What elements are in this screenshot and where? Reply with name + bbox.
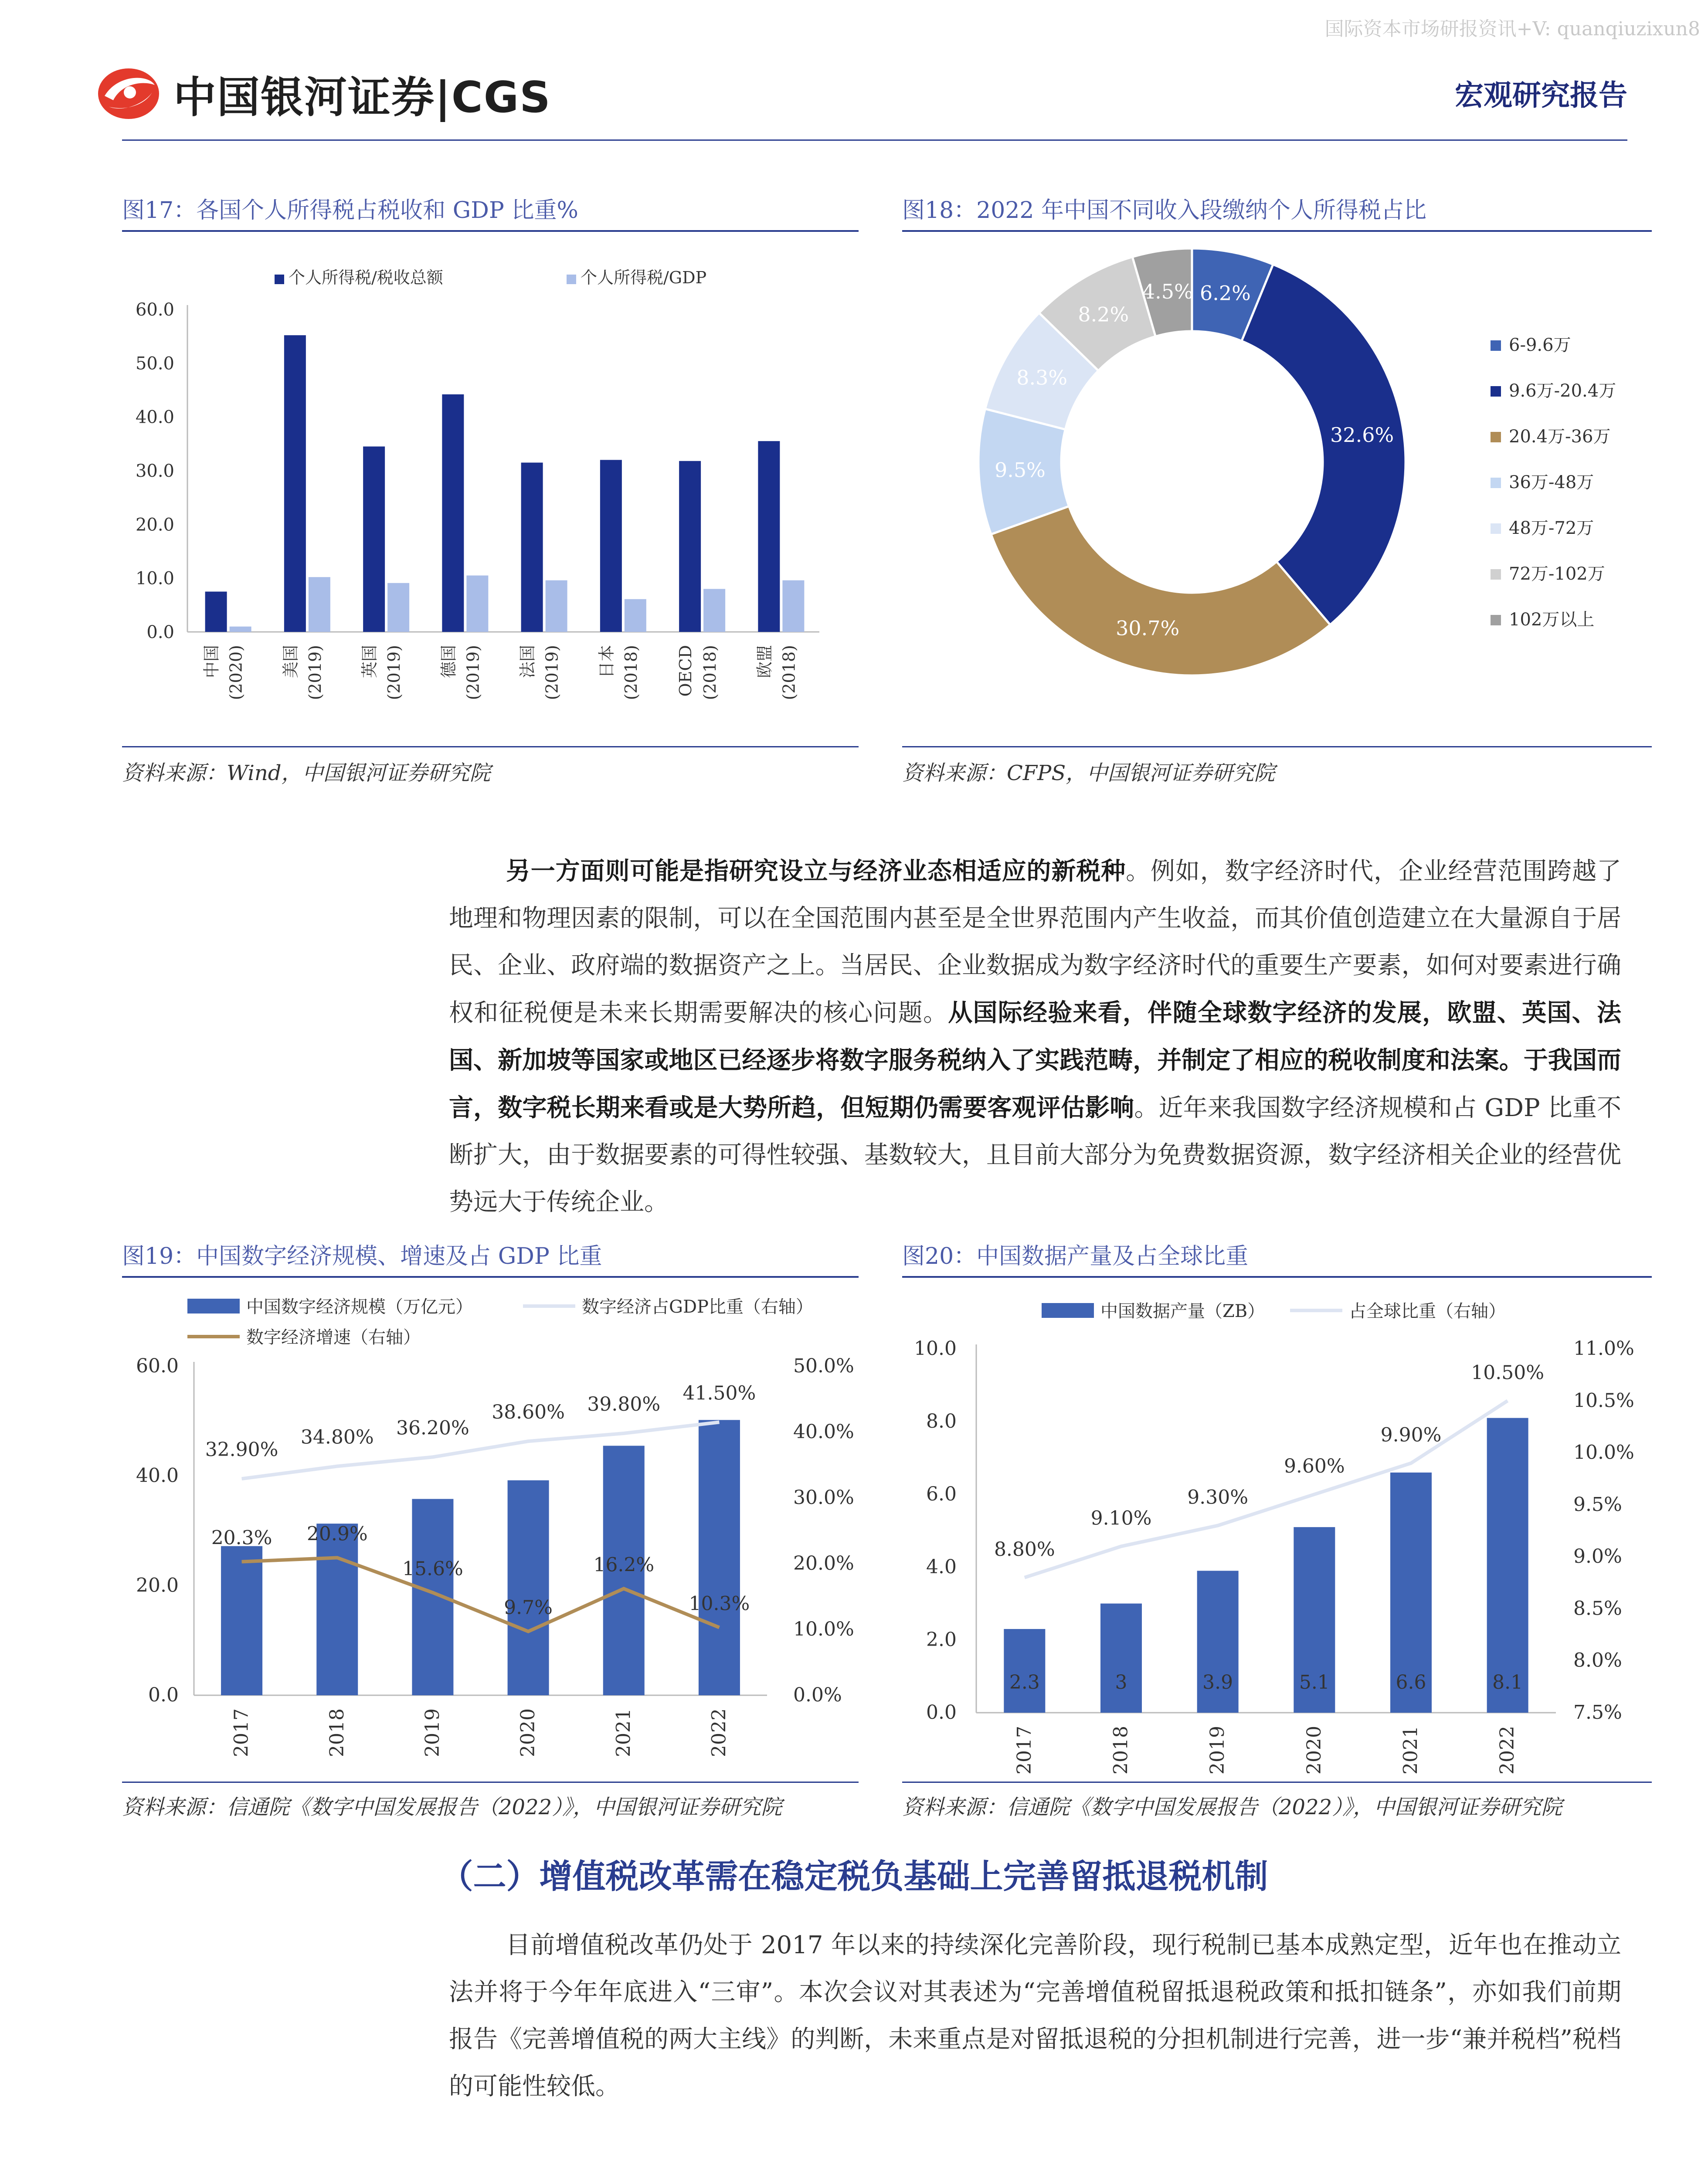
- legend-label: 48万-72万: [1509, 518, 1594, 538]
- growth-data-label: 20.3%: [211, 1527, 272, 1549]
- legend-swatch: [1042, 1303, 1094, 1318]
- fig17-bottom-rule: [122, 746, 859, 747]
- legend-label: 数字经济增速（右轴）: [246, 1327, 421, 1347]
- bar: [442, 394, 464, 632]
- legend-swatch: [1491, 615, 1501, 625]
- y-tick-label: 0.0: [146, 622, 174, 642]
- y-right-tick-label: 11.0%: [1573, 1337, 1634, 1360]
- x-tick-label: (2020): [226, 645, 246, 700]
- y-left-tick-label: 40.0: [136, 1464, 179, 1487]
- share-data-label: 9.30%: [1187, 1486, 1249, 1509]
- x-tick-label: 2020: [1303, 1726, 1325, 1775]
- share-data-label: 39.80%: [587, 1393, 661, 1416]
- x-tick-label: 英国: [360, 645, 380, 679]
- y-tick-label: 40.0: [135, 407, 174, 428]
- x-tick-label: (2019): [542, 645, 562, 700]
- y-left-tick-label: 6.0: [926, 1483, 957, 1505]
- section-title: （二）增值税改革需在稳定税负基础上完善留抵退税机制: [440, 1857, 1268, 1896]
- galaxy-logo-icon: [96, 65, 161, 122]
- bar: [205, 592, 227, 632]
- bar: [363, 447, 385, 632]
- bar: [309, 577, 330, 632]
- share-data-label: 36.20%: [396, 1417, 469, 1439]
- share-data-label: 32.90%: [205, 1439, 278, 1461]
- y-left-tick-label: 0.0: [148, 1684, 179, 1706]
- para1-bold-2: 从国际经验来看，伴随全球数字经济的发展，欧盟、英国、法国、新加坡等国家或地区已经逐步将数字服务税纳入了实践范畴，并制定了相应的税收制度和法案。于我国而言，数字税长期来看或是大势所趋，但短期仍需要客观评估影响: [449, 998, 1622, 1122]
- bar: [625, 599, 646, 632]
- bar: [758, 441, 780, 632]
- x-tick-label: 2021: [612, 1708, 635, 1757]
- y-right-tick-label: 10.5%: [1573, 1389, 1634, 1412]
- x-tick-label: (2019): [305, 645, 325, 700]
- slice-label: 8.3%: [1016, 366, 1068, 390]
- share-data-label: 34.80%: [300, 1426, 374, 1449]
- y-right-tick-label: 8.5%: [1573, 1597, 1622, 1620]
- legend-swatch: [1491, 523, 1501, 534]
- x-tick-label: OECD: [676, 645, 696, 697]
- x-tick-label: (2019): [463, 645, 483, 700]
- x-tick-label: 日本: [597, 645, 616, 679]
- x-tick-label: 法国: [518, 645, 537, 679]
- y-right-tick-label: 9.5%: [1573, 1493, 1622, 1516]
- fig20-source: 资料来源：信通院《数字中国发展报告（2022）》，中国银河证券研究院: [902, 1795, 1562, 1819]
- legend-label: 9.6万-20.4万: [1509, 381, 1616, 401]
- bar: [1487, 1418, 1528, 1713]
- x-tick-label: 2017: [230, 1708, 253, 1757]
- y-left-tick-label: 10.0: [914, 1337, 957, 1360]
- fig20-top-rule: [902, 1276, 1652, 1278]
- x-tick-label: 2019: [1206, 1726, 1229, 1775]
- growth-data-label: 16.2%: [593, 1554, 655, 1576]
- y-right-tick-label: 9.0%: [1573, 1545, 1622, 1568]
- legend-label: 占全球比重（右轴）: [1349, 1301, 1506, 1321]
- fig17-top-rule: [122, 230, 859, 232]
- y-left-tick-label: 60.0: [136, 1355, 179, 1377]
- bar-data-label: 5.1: [1299, 1671, 1330, 1694]
- x-tick-label: 美国: [281, 645, 300, 679]
- legend-label: 102万以上: [1509, 610, 1595, 630]
- share-data-label: 9.10%: [1090, 1507, 1152, 1530]
- slice-label: 6.2%: [1200, 281, 1251, 305]
- slice-label: 32.6%: [1330, 423, 1394, 447]
- fig18-chart: [902, 244, 1652, 741]
- bar-data-label: 3: [1115, 1671, 1127, 1694]
- para1-text-2: 。近年来我国数字经济规模和占 GDP 比重不断扩大，由于数据要素的可得性较强、基数较大，且目前大部分为免费数据资源，数字经济相关企业的经营优势远大于传统企业。: [449, 1094, 1621, 1216]
- bar: [316, 1524, 358, 1695]
- legend-swatch: [1491, 432, 1501, 442]
- fig17-source: 资料来源：Wind，中国银河证券研究院: [122, 761, 491, 785]
- y-right-tick-label: 10.0%: [793, 1618, 854, 1640]
- bar: [699, 1420, 740, 1695]
- bar-data-label: 6.6: [1396, 1671, 1426, 1694]
- bar: [387, 583, 409, 632]
- bar: [284, 335, 306, 632]
- y-left-tick-label: 2.0: [926, 1629, 957, 1651]
- bar: [1004, 1629, 1045, 1713]
- share-data-label: 10.50%: [1471, 1361, 1545, 1384]
- y-left-tick-label: 4.0: [926, 1556, 957, 1578]
- y-tick-label: 60.0: [135, 300, 174, 320]
- bar-data-label: 3.9: [1202, 1671, 1233, 1694]
- y-tick-label: 50.0: [135, 353, 174, 374]
- y-tick-label: 20.0: [135, 515, 174, 535]
- legend-label: 个人所得税/GDP: [581, 268, 707, 287]
- legend-swatch: [567, 275, 576, 284]
- legend-label: 中国数据产量（ZB）: [1100, 1301, 1265, 1321]
- x-tick-label: (2019): [384, 645, 404, 700]
- x-tick-label: 欧盟: [755, 645, 774, 679]
- y-left-tick-label: 8.0: [926, 1410, 957, 1432]
- share-data-label: 9.90%: [1380, 1424, 1442, 1446]
- x-tick-label: 2022: [1496, 1726, 1519, 1775]
- x-tick-label: (2018): [779, 645, 799, 700]
- legend-label: 6-9.6万: [1509, 335, 1571, 355]
- y-left-tick-label: 20.0: [136, 1574, 179, 1597]
- fig19-title: 图19：中国数字经济规模、增速及占 GDP 比重: [122, 1243, 602, 1269]
- para1-bold-1: 另一方面则可能是指研究设立与经济业态相适应的新税种: [506, 857, 1126, 886]
- logo-text: 中国银河证券|CGS: [173, 72, 551, 122]
- fig20-chart: [902, 1286, 1652, 1778]
- x-tick-label: 中国: [202, 645, 221, 679]
- company-logo: [96, 65, 551, 122]
- x-tick-label: 2021: [1399, 1726, 1422, 1775]
- slice-label: 4.5%: [1142, 279, 1193, 303]
- y-tick-label: 30.0: [135, 461, 174, 481]
- fig18-source: 资料来源：CFPS，中国银河证券研究院: [902, 761, 1275, 785]
- slice-label: 9.5%: [995, 458, 1046, 482]
- fig18-top-rule: [902, 230, 1652, 232]
- y-left-tick-label: 0.0: [926, 1701, 957, 1724]
- bar: [600, 460, 622, 632]
- y-right-tick-label: 40.0%: [793, 1421, 854, 1443]
- fig20-title: 图20：中国数据产量及占全球比重: [902, 1243, 1249, 1269]
- fig17-chart: [122, 244, 859, 741]
- share-data-label: 9.60%: [1284, 1455, 1345, 1477]
- y-right-tick-label: 0.0%: [793, 1684, 842, 1706]
- growth-data-label: 20.9%: [306, 1523, 368, 1545]
- share-data-label: 38.60%: [492, 1401, 565, 1424]
- x-tick-label: (2018): [621, 645, 641, 700]
- fig19-source: 资料来源：信通院《数字中国发展报告（2022）》，中国银河证券研究院: [122, 1795, 782, 1819]
- legend-swatch: [1491, 478, 1501, 488]
- bar: [230, 627, 251, 632]
- y-right-tick-label: 7.5%: [1573, 1701, 1622, 1724]
- growth-data-label: 15.6%: [402, 1558, 463, 1580]
- slice-label: 8.2%: [1078, 302, 1129, 326]
- bar: [1100, 1604, 1142, 1713]
- fig20-bottom-rule: [902, 1782, 1652, 1783]
- x-tick-label: 2020: [517, 1708, 540, 1757]
- para2-text: 目前增值税改革仍处于 2017 年以来的持续深化完善阶段，现行税制已基本成熟定型，近年也在推动立法并将于今年年底进入“三审”。本次会议对其表述为“完善增值税留抵退税政策和抵扣链条”，亦如我们前期报告《完善增值税的两大主线》的判断，未来重点是对留抵退税的分担机制进行完善，进一步“兼并税档”税档的可能性较低。: [449, 1931, 1621, 2101]
- y-right-tick-label: 30.0%: [793, 1487, 854, 1509]
- bar: [703, 589, 725, 632]
- bar-data-label: 2.3: [1009, 1671, 1040, 1694]
- legend-label: 数字经济占GDP比重（右轴）: [582, 1297, 813, 1317]
- x-tick-label: 德国: [439, 645, 458, 679]
- legend-label: 中国数字经济规模（万亿元）: [246, 1297, 473, 1317]
- x-tick-label: 2018: [326, 1708, 348, 1757]
- x-tick-label: 2022: [708, 1708, 730, 1757]
- bar: [508, 1480, 549, 1695]
- bar: [221, 1546, 262, 1695]
- bar: [679, 461, 701, 632]
- legend-label: 20.4万-36万: [1509, 427, 1611, 447]
- legend-swatch: [1491, 340, 1501, 351]
- report-type: 宏观研究报告: [1455, 78, 1627, 112]
- x-tick-label: (2018): [700, 645, 720, 700]
- fig17-title: 图17：各国个人所得税占税收和 GDP 比重%: [122, 197, 578, 224]
- body-paragraph-2: [449, 1922, 1621, 2110]
- fig19-chart: [122, 1286, 859, 1778]
- y-right-tick-label: 20.0%: [793, 1552, 854, 1575]
- legend-swatch: [1491, 386, 1501, 397]
- growth-data-label: 10.3%: [689, 1592, 750, 1615]
- bar: [546, 580, 567, 632]
- y-tick-label: 10.0: [135, 568, 174, 589]
- y-right-tick-label: 8.0%: [1573, 1649, 1622, 1672]
- y-right-tick-label: 10.0%: [1573, 1441, 1634, 1464]
- bar: [466, 576, 488, 632]
- x-tick-label: 2017: [1013, 1726, 1036, 1775]
- x-tick-label: 2019: [421, 1708, 444, 1757]
- fig18-title: 图18：2022 年中国不同收入段缴纳个人所得税占比: [902, 197, 1427, 224]
- legend-swatch: [275, 275, 284, 284]
- x-tick-label: 2018: [1110, 1726, 1132, 1775]
- header-rule: [122, 139, 1627, 141]
- bar-data-label: 8.1: [1492, 1671, 1523, 1694]
- donut-slice: [991, 506, 1330, 675]
- bar: [782, 580, 804, 632]
- legend-label: 72万-102万: [1509, 564, 1605, 584]
- legend-swatch: [187, 1299, 240, 1314]
- share-data-label: 41.50%: [683, 1382, 756, 1405]
- para1-text-1: 。例如，数字经济时代，企业经营范围跨越了地理和物理因素的限制，可以在全国范围内甚至是全世界范围内产生收益，而其价值创造建立在大量源自于居民、企业、政府端的数据资产之上。当居民、企业数据成为数字经济时代的重要生产要素，如何对要素进行确权和征税便是未来长期需要解决的核心问题。: [449, 857, 1622, 1027]
- fig19-top-rule: [122, 1276, 859, 1278]
- fig19-bottom-rule: [122, 1782, 859, 1783]
- legend-swatch: [1491, 569, 1501, 580]
- slice-label: 30.7%: [1116, 616, 1180, 640]
- legend-label: 36万-48万: [1509, 472, 1594, 492]
- share-data-label: 8.80%: [994, 1538, 1055, 1561]
- body-paragraph-1: [449, 848, 1621, 1226]
- bar: [521, 463, 543, 632]
- legend-label: 个人所得税/税收总额: [289, 268, 443, 287]
- y-right-tick-label: 50.0%: [793, 1355, 854, 1377]
- watermark: 国际资本市场研报资讯+V: quanqiuzixun8: [1324, 18, 1700, 40]
- fig18-bottom-rule: [902, 746, 1652, 747]
- growth-data-label: 9.7%: [504, 1596, 553, 1619]
